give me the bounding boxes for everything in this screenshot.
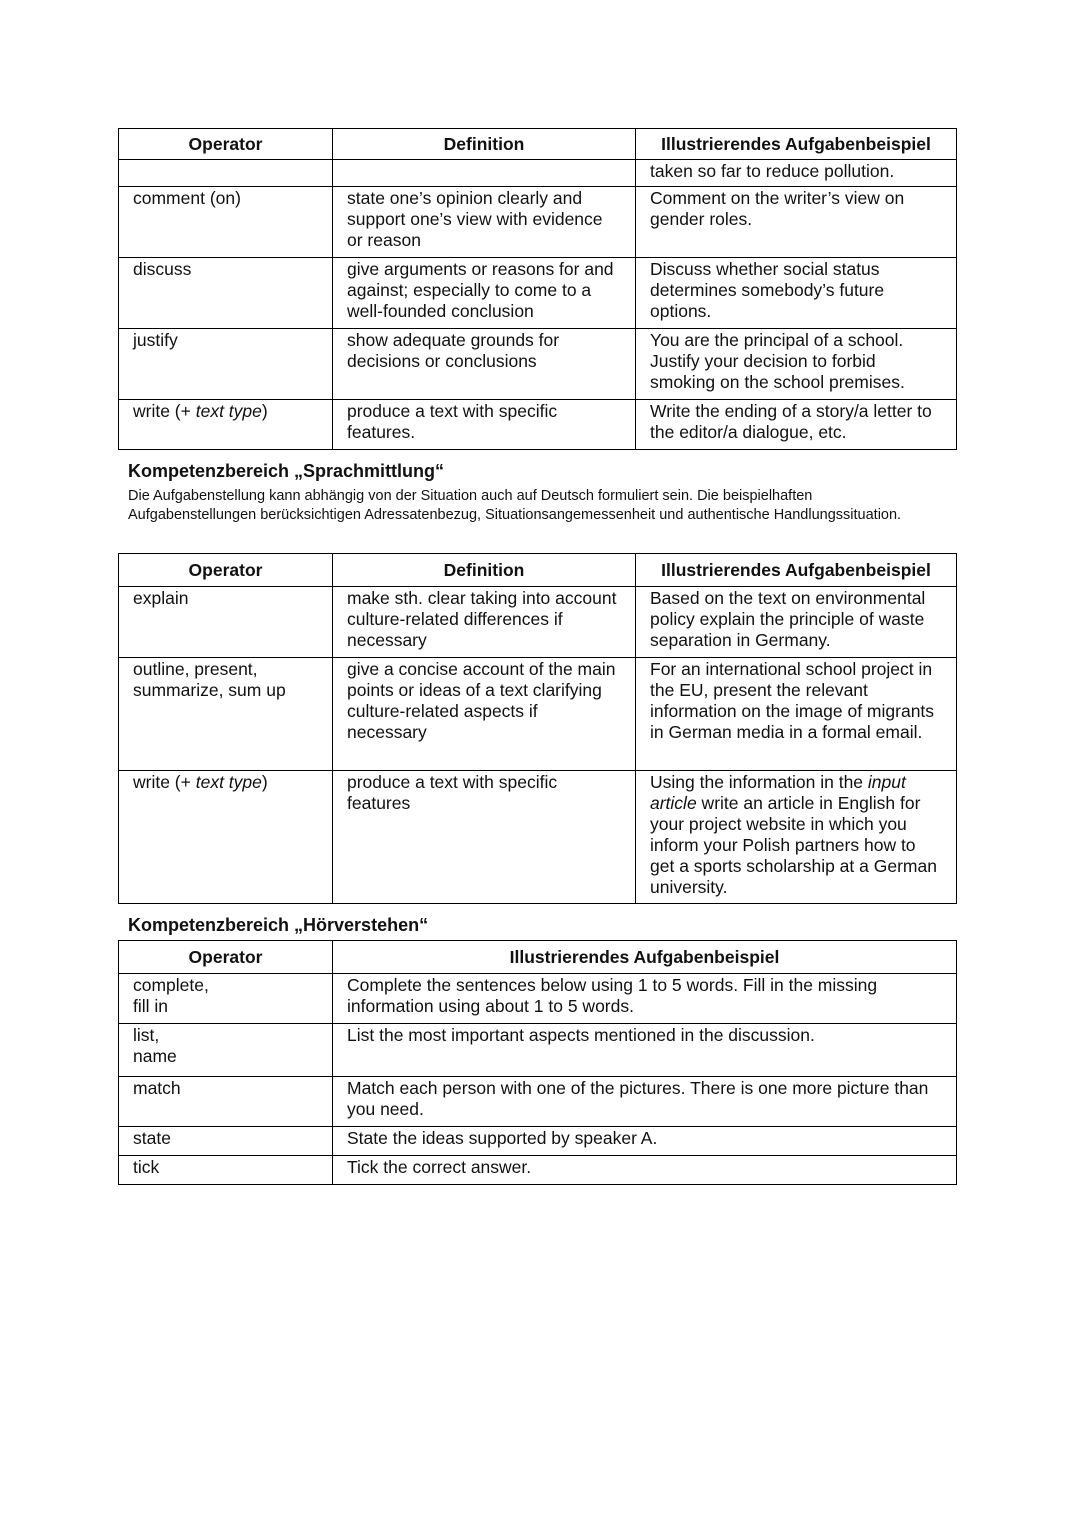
table-row [119,1024,957,1077]
section-title-hoerverstehen: Kompetenzbereich „Hörverstehen“ [128,915,429,935]
header-example: Illustrierendes Aufgabenbeispiel [636,554,957,587]
definition-cell: produce a text with specific features [333,771,636,904]
operator-prefix: write (+ [133,401,196,421]
example-cell: taken so far to reduce pollution. [636,160,957,187]
example-cell: Write the ending of a story/a letter to the editor/a dialogue, etc. [636,400,957,450]
operator-cell: complete, fill in [119,974,333,1024]
header-definition: Definition [333,554,636,587]
example-cell: You are the principal of a school. Justify your decision to forbid smoking on the school premises. [636,329,957,400]
operators-table-2 [118,553,957,904]
table-row [119,160,957,187]
example-part1: Using the information in the [650,772,868,792]
operator-cell: tick [119,1156,333,1185]
table-row [119,329,957,400]
table-row [119,187,957,258]
operators-table-1 [118,128,957,450]
header-example: Illustrierendes Aufgabenbeispiel [636,129,957,160]
operator-suffix: ) [261,772,268,792]
definition-cell: give a concise account of the main points or ideas of a text clarifying culture-related aspects if necessary [333,658,636,771]
operators-table-3 [118,940,957,1185]
operator-cell: comment (on) [119,187,333,258]
operator-prefix: write (+ [133,772,196,792]
example-cell: List the most important aspects mentioned in the discussion. [333,1024,957,1077]
header-operator: Operator [119,941,333,974]
operator-cell: discuss [119,258,333,329]
example-cell: Based on the text on environmental policy explain the principle of waste separation in Germany. [636,587,957,658]
section-title-sprachmittlung: Kompetenzbereich „Sprachmittlung“ [128,461,445,481]
definition-cell [333,160,636,187]
table-row [119,400,957,450]
table-row [119,587,957,658]
example-cell [636,771,957,904]
table-row [119,771,957,904]
example-cell: State the ideas supported by speaker A. [333,1127,957,1156]
table-row [119,658,957,771]
example-cell: Complete the sentences below using 1 to 5 words. Fill in the missing information using about 1 to 5 words. [333,974,957,1024]
example-italic: input article [650,772,906,813]
example-cell: Discuss whether social status determines somebody’s future options. [636,258,957,329]
operator-cell [119,160,333,187]
operator-cell: match [119,1077,333,1127]
example-cell: Match each person with one of the pictures. There is one more picture than you need. [333,1077,957,1127]
operator-cell: explain [119,587,333,658]
header-example: Illustrierendes Aufgabenbeispiel [333,941,957,974]
example-cell: Tick the correct answer. [333,1156,957,1185]
operator-italic: text type [195,772,262,792]
operator-suffix: ) [261,401,268,421]
example-cell: Comment on the writer’s view on gender roles. [636,187,957,258]
definition-cell: produce a text with specific features. [333,400,636,450]
definition-cell: give arguments or reasons for and against; especially to come to a well-founded conclusion [333,258,636,329]
operator-cell: state [119,1127,333,1156]
header-operator: Operator [119,554,333,587]
operator-italic: text type [195,401,262,421]
table-row [119,1127,957,1156]
operator-cell [119,771,333,904]
operator-cell: outline, present, summarize, sum up [119,658,333,771]
definition-cell: show adequate grounds for decisions or conclusions [333,329,636,400]
example-cell: For an international school project in the EU, present the relevant information on the image of migrants in German media in a formal email. [636,658,957,771]
table-row [119,1077,957,1127]
definition-cell: state one’s opinion clearly and support one’s view with evidence or reason [333,187,636,258]
table-row [119,1156,957,1185]
header-operator: Operator [119,129,333,160]
operator-cell: list, name [119,1024,333,1077]
table-row [119,974,957,1024]
definition-cell: make sth. clear taking into account culture-related differences if necessary [333,587,636,658]
operator-cell: justify [119,329,333,400]
header-definition: Definition [333,129,636,160]
example-part2: write an article in English for your project website in which you inform your Polish partners how to get a sports scholarship at a German university. [650,793,937,897]
section-description: Die Aufgabenstellung kann abhängig von der Situation auch auf Deutsch formuliert sein. Die beispielhaften Aufgabenstellungen berücksichtigen Adressatenbezug, Situationsangemessenheit und authentische Handlungssituation. [128,488,902,523]
table-row [119,258,957,329]
operator-cell [119,400,333,450]
